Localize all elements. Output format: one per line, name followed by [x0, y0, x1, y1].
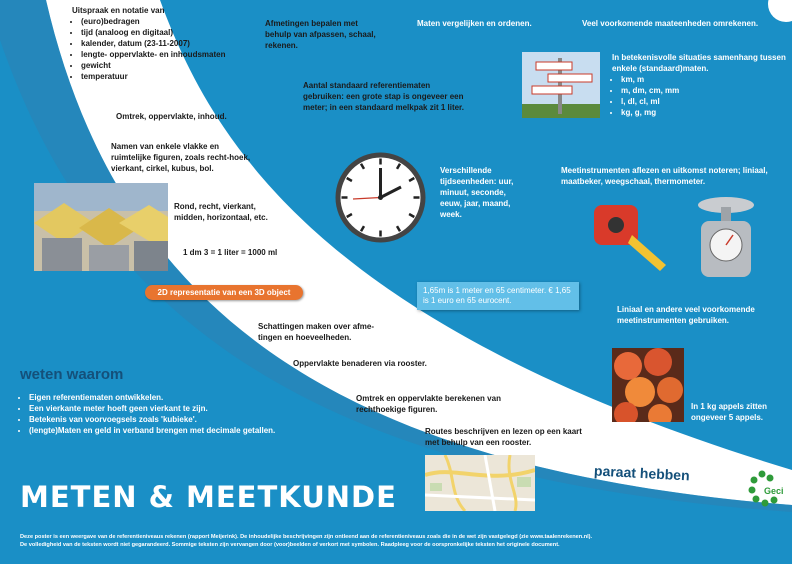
meetinstrumenten-text: Meetinstrumenten aflezen en uitkomst noteren; liniaal, maatbeker, weegschaal, thermometer. — [561, 166, 768, 186]
paraat-heading: paraat hebben — [593, 462, 691, 484]
tape-measure-image — [588, 195, 668, 275]
oppervlakte-rooster-text: Oppervlakte benaderen via rooster. — [293, 359, 427, 368]
uitspraak-list-item: • kalender, datum (23-11-2007) — [81, 38, 242, 49]
uitspraak-list-item: • lengte- oppervlakte- en inhoudsmaten — [81, 49, 242, 60]
betekenis-list — [612, 74, 787, 118]
betekenis-list-item: • kg, g, mg — [621, 107, 787, 118]
appels-text: In 1 kg appels zitten ongeveer 5 appels. — [691, 402, 768, 422]
uitspraak-list-item: • tijd (analoog en digitaal) — [81, 27, 242, 38]
map-image — [425, 455, 535, 511]
aantal-text: Aantal standaard referentiematen gebruiken: een grote stap is ongeveer een meter; in een standaard melkpak zit 1 liter. — [303, 81, 464, 112]
geci-logo — [748, 470, 792, 510]
clock-image — [333, 150, 428, 245]
rond-text: Rond, recht, vierkant, midden, horizontaal, etc. — [174, 202, 268, 222]
betekenis-block — [612, 52, 787, 118]
metric-box-text: 1,65m is 1 meter en 65 centimeter. € 1,65 is 1 euro en 65 eurocent. — [423, 286, 571, 305]
kitchen-scale-image — [695, 193, 757, 281]
main-title: METEN & MEETKUNDE — [20, 480, 397, 514]
uitspraak-list-item: • (euro)bedragen — [81, 16, 242, 27]
namen-text: Namen van enkele vlakke en ruimtelijke figuren, zoals recht-hoek, vierkant, cirkel, kubus, bol. — [111, 142, 251, 173]
uitspraak-block — [72, 5, 242, 82]
footer — [20, 533, 780, 549]
weten-waarom-list-item: • Eigen referentiematen ontwikkelen. — [29, 392, 329, 403]
signpost-photo — [522, 52, 600, 118]
geci-logo-text: Geci — [764, 486, 784, 496]
uitspraak-list-item: • temperatuur — [81, 71, 242, 82]
badge-2d — [145, 285, 303, 300]
afmetingen-text: Afmetingen bepalen met behulp van afpassen, schaal, rekenen. — [265, 19, 376, 50]
dm3-text: 1 dm 3 = 1 liter = 1000 ml — [183, 248, 278, 257]
tijd-text: Verschillende tijdseenheden: uur, minuut, seconde, eeuw, jaar, maand, week. — [440, 166, 514, 219]
uitspraak-list — [72, 16, 242, 82]
footer-line-1: Deze poster is een weergave van de referentieniveaus rekenen (rapport Meijerink). De inhoudelijke beschrijvingen zijn ontleend aan de referentieniveaus zoals die in de wet zijn vastgelegd (zie www.taalenrekenen.nl). — [20, 534, 593, 540]
weten-waarom-list-item: • Betekenis van voorvoegsels zoals 'kubieke'. — [29, 414, 329, 425]
weten-waarom-list-item: • Een vierkante meter hoeft geen vierkant te zijn. — [29, 403, 329, 414]
liniaal-text: Liniaal en andere veel voorkomende meetinstrumenten gebruiken. — [617, 305, 755, 325]
weten-waarom-list-item: • (lengte)Maten en geld in verband brengen met decimale getallen. — [29, 425, 329, 436]
betekenis-list-item: • km, m — [621, 74, 787, 85]
uitspraak-title: Uitspraak en notatie van — [72, 6, 165, 15]
betekenis-list-item: • l, dl, cl, ml — [621, 96, 787, 107]
weten-waarom-list — [20, 392, 329, 436]
betekenis-list-item: • m, dm, cm, mm — [621, 85, 787, 96]
routes-text: Routes beschrijven en lezen op een kaart met behulp van een rooster. — [425, 427, 582, 447]
metric-box — [417, 282, 579, 310]
uitspraak-list-item: • gewicht — [81, 60, 242, 71]
apples-photo — [612, 348, 684, 422]
schattingen-text: Schattingen maken over afme-tingen en hoeveelheden. — [258, 322, 375, 342]
veel-text: Veel voorkomende maateenheden omrekenen. — [582, 19, 759, 28]
cube-houses-photo — [34, 183, 168, 271]
footer-line-2: De volledigheid van de teksten wordt niet gegarandeerd. Sommige teksten zijn vervangen door (voor)beelden of verkort met symbolen. Raadpleeg voor de oorspronkelijke teksten het originele document. — [20, 542, 560, 548]
maten-text: Maten vergelijken en ordenen. — [417, 19, 532, 28]
badge-2d-label: 2D representatie van een 3D object — [157, 288, 291, 297]
omtrek-text: Omtrek, oppervlakte, inhoud. — [116, 112, 227, 121]
weten-waarom-heading: weten waarom — [20, 366, 124, 383]
betekenis-title: In betekenisvolle situaties samenhang tussen enkele (standaard)maten. — [612, 53, 786, 73]
omtrek-rechthoek-text: Omtrek en oppervlakte berekenen van rechthoekige figuren. — [356, 394, 501, 414]
